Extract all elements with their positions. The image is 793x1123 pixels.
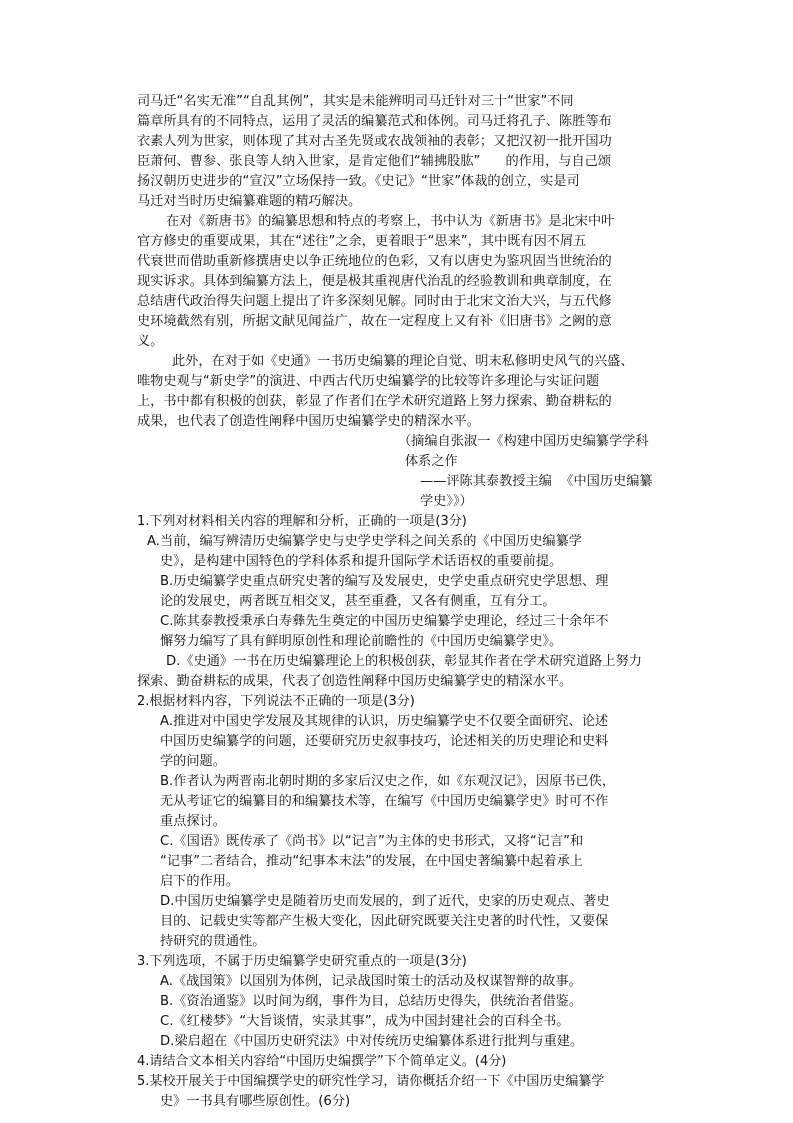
text-line: ——评陈其泰教授主编 《中国历史编纂 xyxy=(420,474,653,489)
text-line: 体系之作 xyxy=(405,454,458,469)
text-line: 代衰世而借助重新修撰唐史以争正统地位的色彩，又有以唐史为鉴巩固当世统治的 xyxy=(137,254,612,269)
text-line: 上，书中都有积极的创获，彰显了作者们在学术研究道路上努力探索、勤奋耕耘的 xyxy=(137,394,612,409)
text-line: 官方修史的重要成果，其在“述往”之余，更着眼于“思来”，其中既有因不屑五 xyxy=(137,234,587,249)
text-line: 成果，也代表了创造性阐释中国历史编纂学史的精深水平。 xyxy=(137,414,480,429)
text-line: 懈努力编写了具有鲜明原创性和理论前瞻性的《中国历史编纂学史》。 xyxy=(160,634,563,649)
question-line: 2.根据材料内容，下列说法不正确的一项是(3分) xyxy=(137,694,415,709)
text-line: （摘编自张淑一《构建中国历史编纂学学科 xyxy=(398,434,649,449)
text-line: A.当前，编写辨清历史编纂学史与史学史学科之间关系的《中国历史编纂学 xyxy=(147,534,582,549)
text-line: 启下的作用。 xyxy=(160,874,240,889)
question-line: 4.请结合文本相关内容给“中国历史编撰学”下个简单定义。(4分) xyxy=(137,1054,507,1069)
text-line: “记事”二者结合，推动“纪事本末法”的发展，在中国史著编纂中起着承上 xyxy=(160,854,583,869)
text-line: 总结唐代政治得失问题上提出了许多深刻见解。同时由于北宋文治大兴，与五代修 xyxy=(137,294,612,309)
question-line: 1.下列对材料相关内容的理解和分析，正确的一项是(3分) xyxy=(137,514,467,529)
text-line: 中国历史编纂学的问题，还要研究历史叙事技巧，论述相关的历史理论和史料 xyxy=(160,734,609,749)
text-line: C.陈其泰教授秉承白寿彝先生奠定的中国历史编纂学史理论，经过三十余年不 xyxy=(160,614,609,629)
text-line: B.作者认为两晋南北朝时期的多家后汉史之作，如《东观汉记》，因原书已佚， xyxy=(160,774,616,789)
text-line: 重点探讨。 xyxy=(160,814,226,829)
text-line: 史》一书具有哪些原创性。(6分) xyxy=(160,1094,351,1109)
text-line: 臣萧何、曹参、张良等人纳入世家，是肯定他们“辅拂股肱” 的作用，与自己颂 xyxy=(137,154,612,169)
question-line: 5.某校开展关于中国编撰学史的研究性学习，请你概括介绍一下《中国历史编纂学 xyxy=(137,1074,605,1089)
text-line: 探索、勤奋耕耘的成果，代表了创造性阐释中国历史编纂学史的精深水平。 xyxy=(137,674,573,689)
text-line: 史环境截然有别，所据文献见闻益广，故在一定程度上又有补《旧唐书》之阙的意 xyxy=(137,314,612,329)
text-line: 持研究的贯通性。 xyxy=(160,934,266,949)
text-line: 义。 xyxy=(137,334,164,349)
text-line: 篇章所具有的不同特点，运用了灵活的编纂范式和体例。司马迁将孔子、陈胜等布 xyxy=(137,114,612,129)
text-line: 现实诉求。具体到编纂方法上，便是极其重视唐代治乱的经验教训和典章制度，在 xyxy=(137,274,612,289)
text-line: A.推进对中国史学发展及其规律的认识，历史编纂学史不仅要全面研究、论述 xyxy=(160,714,609,729)
text-line: 唯物史观与“新史学”的演进、中西古代历史编纂学的比较等许多理论与实证问题 xyxy=(137,374,600,389)
text-line: 论的发展史，两者既互相交叉，甚至重叠，又各有侧重，互有分工。 xyxy=(160,594,556,609)
text-line: 在对《新唐书》的编纂思想和特点的考察上，书中认为《新唐书》是北宋中叶 xyxy=(166,214,615,229)
text-line: B.《资治通鉴》以时间为纲，事件为目，总结历史得失，供统治者借鉴。 xyxy=(160,994,583,1009)
text-line: 扬汉朝历史进步的“宣汉”立场保持一致。《史记》“世家”体裁的创立，实是司 xyxy=(137,174,580,189)
text-line: 学的问题。 xyxy=(160,754,226,769)
text-line: D.中国历史编纂学史是随着历史而发展的，到了近代，史家的历史观点、著史 xyxy=(160,894,610,909)
text-line: D.《史通》一书在历史编纂理论上的积极创获，彰显其作者在学术研究道路上努力 xyxy=(166,654,642,669)
text-line: 无从考证它的编纂目的和编纂技术等，在编写《中国历史编纂学史》时可不作 xyxy=(160,794,609,809)
text-line: A.《战国策》以国别为体例，记录战国时策士的活动及权谋智辩的故事。 xyxy=(160,974,582,989)
text-line: 目的、记载史实等都产生极大变化，因此研究既要关注史著的时代性，又要保 xyxy=(160,914,609,929)
text-line: 学史》》） xyxy=(420,494,473,509)
text-line: C.《红楼梦》“大旨谈情，实录其事”，成为中国封建社会的百科全书。 xyxy=(160,1014,570,1029)
text-line: B.历史编纂学史重点研究史著的编写及发展史，史学史重点研究史学思想、理 xyxy=(160,574,609,589)
text-line: C.《国语》既传承了《尚书》以“记言”为主体的史书形式，又将“记言”和 xyxy=(160,834,584,849)
text-line: 司马迁“名实无准”“自乱其例”，其实是未能辨明司马迁针对三十“世家”不同 xyxy=(137,94,574,109)
text-line: D.梁启超在《中国历史研究法》中对传统历史编纂体系进行批判与重建。 xyxy=(160,1034,584,1049)
text-line: 此外，在对于如《史通》一书历史编纂的理论自觉、明末私修明史风气的兴盛、 xyxy=(172,354,634,369)
text-line: 马迁对当时历史编纂难题的精巧解决。 xyxy=(137,194,362,209)
text-line: 衣素人列为世家，则体现了其对古圣先贤或农战领袖的表彰；又把汉初一批开国功 xyxy=(137,134,612,149)
text-line: 史》，是构建中国特色的学科体系和提升国际学术话语权的重要前提。 xyxy=(160,554,563,569)
question-line: 3.下列选项，不属于历史编纂学史研究重点的一项是(3分) xyxy=(137,954,467,969)
